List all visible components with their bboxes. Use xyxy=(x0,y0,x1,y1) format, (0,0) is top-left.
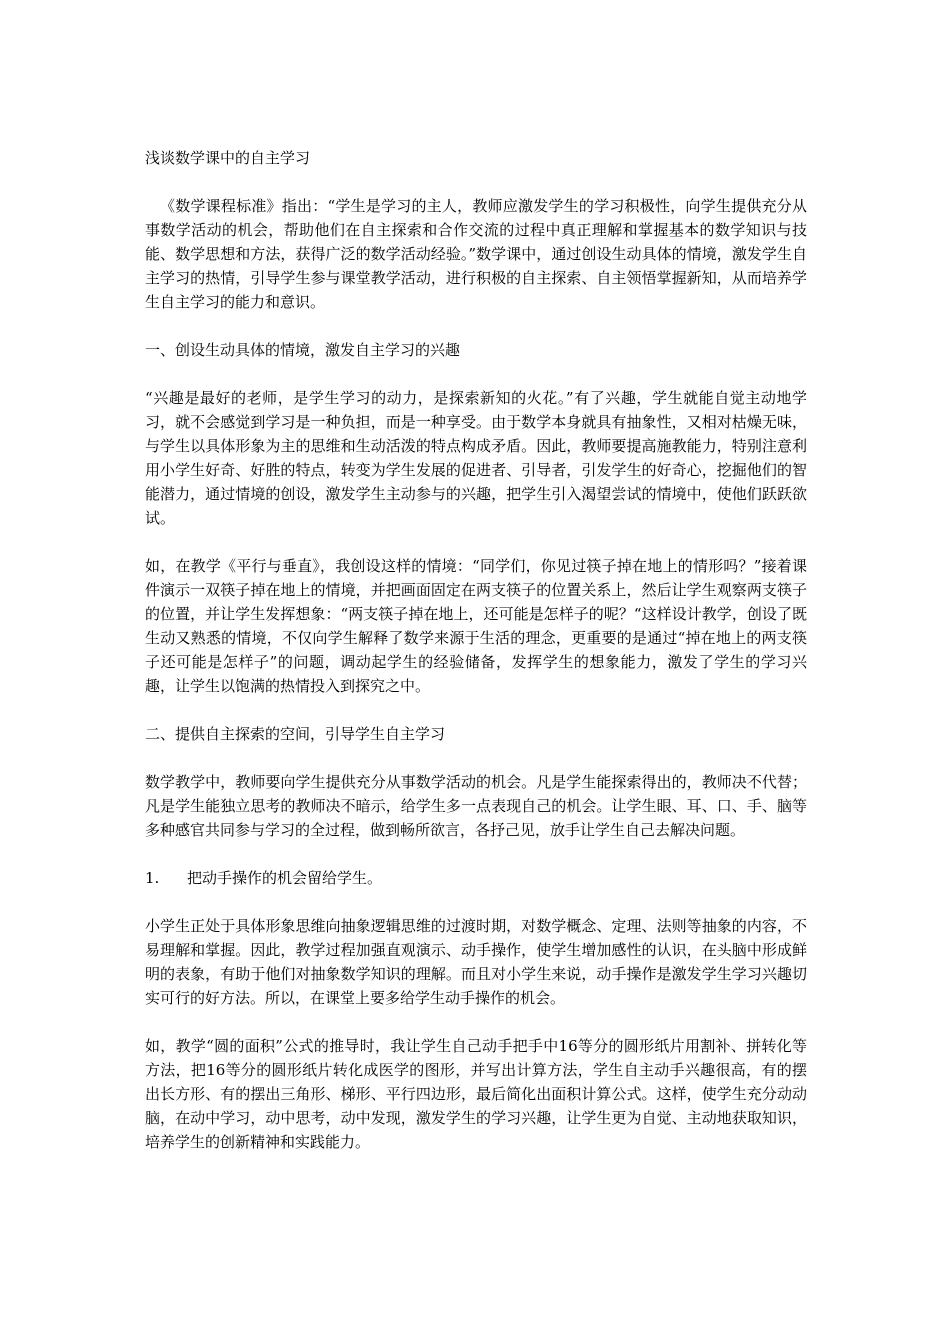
list-item-text: 把动手操作的机会留给学生。 xyxy=(187,869,383,887)
numbered-list-item xyxy=(145,866,807,890)
document-title: 浅谈数学课中的自主学习 xyxy=(145,149,311,167)
section-2-paragraph-1: 数学教学中，教师要向学生提供充分从事数学活动的机会。凡是学生能探索得出的，教师决不代替；凡是学生能独立思考的教师决不暗示，给学生多一点表现自己的机会。让学生眼、耳、口、手、脑等多种感官共同参与学习的全过程，做到畅所欲言，各抒己见，放手让学生自己去解决问题。 xyxy=(145,773,807,839)
document-page xyxy=(145,146,807,1178)
section-2-heading: 二、提供自主探索的空间，引导学生自主学习 xyxy=(145,725,446,743)
intro-paragraph: 《数学课程标准》指出：“学生是学习的主人，教师应激发学生的学习积极性，向学生提供充分从事数学活动的机会，帮助他们在自主探索和合作交流的过程中真正理解和掌握基本的数学知识与技能、数学思想和方法，获得广泛的数学活动经验。”数学课中，通过创设生动具体的情境，激发学生自主学习的热情，引导学生参与课堂教学活动，进行积极的自主探索、自主领悟掌握新知，从而培养学生自主学习的能力和意识。 xyxy=(145,197,807,311)
list-item-number: 1. xyxy=(145,869,160,887)
section-2-paragraph-3: 如，教学“圆的面积”公式的推导时，我让学生自己动手把手中16等分的圆形纸片用割补、拼转化等方法，把16等分的圆形纸片转化成医学的图形，并写出计算方法，学生自主动手兴趣很高，有的摆出长方形、有的摆出三角形、梯形、平行四边形，最后简化出面积计算公式。这样，使学生充分动动脑，在动中学习，动中思考，动中发现，激发学生的学习兴趣，让学生更为自觉、主动地获取知识，培养学生的创新精神和实践能力。 xyxy=(145,1037,807,1151)
section-2-paragraph-2: 小学生正处于具体形象思维向抽象逻辑思维的过渡时期，对数学概念、定理、法则等抽象的内容，不易理解和掌握。因此，教学过程加强直观演示、动手操作，使学生增加感性的认识，在头脑中形成鲜明的表象，有助于他们对抽象数学知识的理解。而且对小学生来说，动手操作是激发学生学习兴趣切实可行的好方法。所以，在课堂上要多给学生动手操作的机会。 xyxy=(145,917,807,1007)
section-1-heading: 一、创设生动具体的情境，激发自主学习的兴趣 xyxy=(145,341,461,359)
section-1-paragraph-1: “兴趣是最好的老师，是学生学习的动力，是探索新知的火花。”有了兴趣，学生就能自觉主动地学习，就不会感觉到学习是一种负担，而是一种享受。由于数学本身就具有抽象性，又相对枯燥无味，与学生以具体形象为主的思维和生动活泼的特点构成矛盾。因此，教师要提高施教能力，特别注意利用小学生好奇、好胜的特点，转变为学生发展的促进者、引导者，引发学生的好奇心，挖掘他们的智能潜力，通过情境的创设，激发学生主动参与的兴趣，把学生引入渴望尝试的情境中，使他们跃跃欲试。 xyxy=(145,389,807,527)
section-1-paragraph-2: 如，在教学《平行与垂直》，我创设这样的情境：“同学们，你见过筷子掉在地上的情形吗？”接着课件演示一双筷子掉在地上的情境，并把画面固定在两支筷子的位置关系上，然后让学生观察两支筷子的位置，并让学生发挥想象：“两支筷子掉在地上，还可能是怎样子的呢？“这样设计教学，创设了既生动又熟悉的情境，不仅向学生解释了数学来源于生活的理念，更重要的是通过“掉在地上的两支筷子还可能是怎样子”的问题，调动起学生的经验储备，发挥学生的想象能力，激发了学生的学习兴趣，让学生以饱满的热情投入到探究之中。 xyxy=(145,557,807,695)
